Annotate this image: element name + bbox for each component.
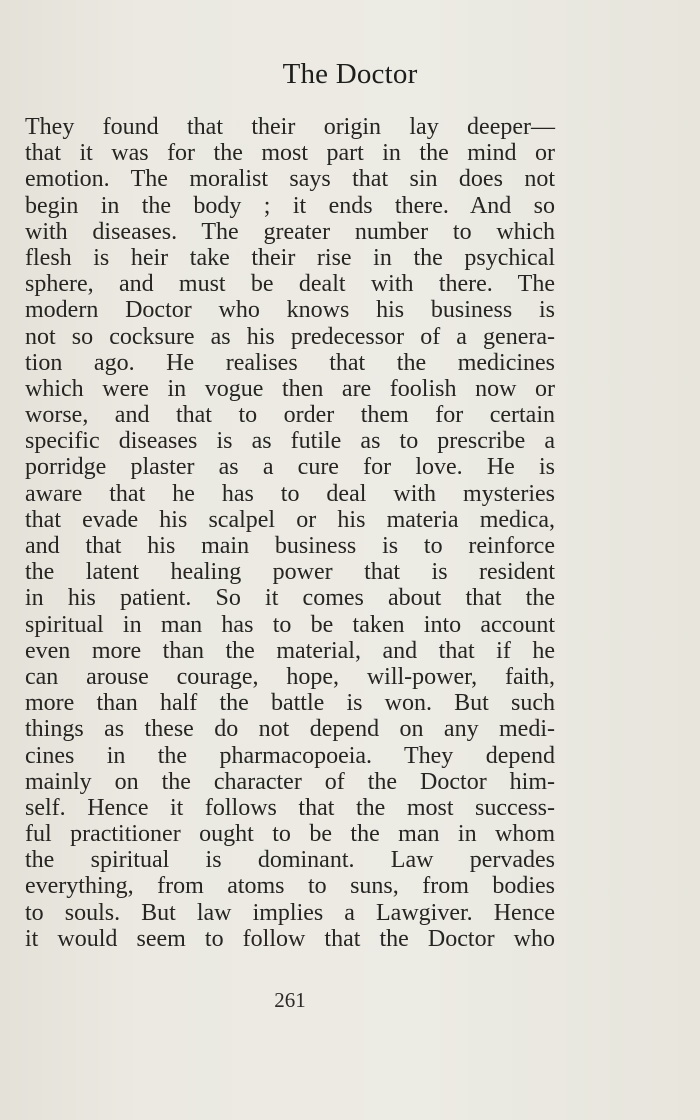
text-line: and that his main business is to reinforce: [25, 533, 555, 559]
text-line: sphere, and must be dealt with there. The: [25, 271, 555, 298]
text-line: flesh is heir take their rise in the psychical: [25, 244, 555, 271]
text-line: mainly on the character of the Doctor him-: [25, 768, 555, 795]
text-line: the spiritual is dominant. Law pervades: [25, 847, 555, 874]
text-line: porridge plaster as a cure for love. He is: [25, 454, 555, 481]
text-line: modern Doctor who knows his business is: [25, 297, 555, 324]
text-line: ful practitioner ought to be the man in whom: [25, 821, 555, 848]
running-head: The Doctor: [282, 58, 418, 90]
text-line: everything, from atoms to suns, from bodies: [25, 873, 555, 900]
text-line: that evade his scalpel or his materia medica,: [25, 506, 555, 533]
text-line: cines in the pharmacopoeia. They depend: [25, 742, 555, 769]
text-line: not so cocksure as his predecessor of a genera-: [25, 323, 555, 350]
text-line: more than half the battle is won. But such: [25, 690, 555, 717]
text-line: the latent healing power that is resident: [25, 559, 555, 586]
text-line: even more than the material, and that if he: [25, 637, 555, 664]
text-line: can arouse courage, hope, will-power, faith,: [25, 663, 555, 690]
text-line: that it was for the most part in the mind or: [25, 140, 555, 167]
page-number: 261: [274, 988, 306, 1012]
text-line: spiritual in man has to be taken into account: [25, 611, 555, 638]
text-line: to souls. But law implies a Lawgiver. Hence: [25, 899, 555, 926]
text-line: worse, and that to order them for certain: [25, 402, 555, 429]
text-line: aware that he has to deal with mysteries: [25, 480, 555, 507]
text-line: specific diseases is as futile as to prescribe a: [25, 428, 555, 455]
text-line: in his patient. So it comes about that the: [25, 585, 555, 612]
text-line: it would seem to follow that the Doctor who: [25, 925, 555, 952]
text-line: with diseases. The greater number to which: [25, 218, 555, 245]
body-paragraph: [25, 114, 555, 952]
text-line: self. Hence it follows that the most success-: [25, 794, 555, 821]
text-line: emotion. The moralist says that sin does not: [25, 166, 555, 193]
text-line: begin in the body ; it ends there. And so: [25, 192, 555, 219]
text-line: things as these do not depend on any medi-: [25, 716, 555, 743]
text-line: tion ago. He realises that the medicines: [25, 349, 555, 376]
text-line: which were in vogue then are foolish now or: [25, 375, 555, 402]
text-line: They found that their origin lay deeper—: [25, 114, 555, 140]
